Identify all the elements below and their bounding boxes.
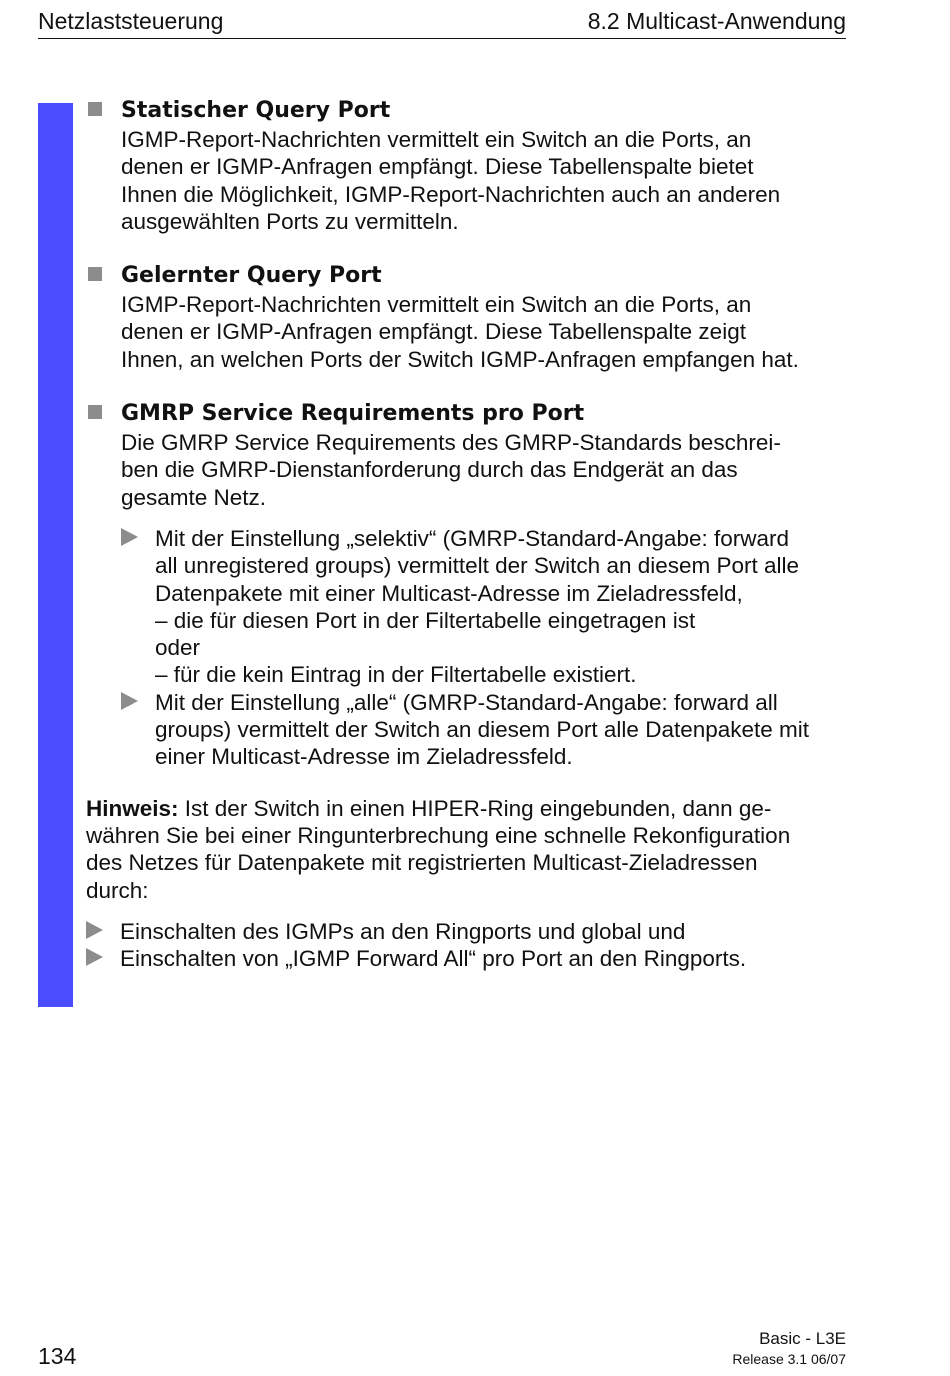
text-line: währen Sie bei einer Ringunterbrechung eine schnelle Rekonfiguration xyxy=(86,822,791,848)
text-line: gesamte Netz. xyxy=(121,484,267,510)
option-item-alle xyxy=(121,689,851,771)
text-line: durch: xyxy=(86,877,149,903)
option-item-selektiv xyxy=(121,525,851,689)
section-body xyxy=(121,126,851,235)
text-line: denen er IGMP-Anfragen empfängt. Diese Tabellenspalte bietet xyxy=(121,154,754,180)
note-label: Hinweis: xyxy=(86,795,179,821)
arrow-bullet-icon xyxy=(86,948,103,966)
text-line: ausgewählten Ports zu vermitteln. xyxy=(121,208,459,234)
text-line xyxy=(86,795,851,822)
arrow-bullet-icon xyxy=(121,692,138,710)
square-bullet-icon xyxy=(88,102,102,116)
section-title: Statischer Query Port xyxy=(121,98,391,123)
text-line: ben die GMRP-Dienstanforderung durch das Endgerät an das xyxy=(121,457,738,483)
page-content xyxy=(86,96,851,972)
text-line: Die GMRP Service Requirements des GMRP-Standards beschrei- xyxy=(121,430,781,456)
page-number: 134 xyxy=(38,1343,77,1369)
margin-bar xyxy=(38,103,73,1007)
step-item xyxy=(86,945,851,972)
text-line: einer Multicast-Adresse im Zieladressfeld. xyxy=(155,744,573,770)
header-chapter: Netzlaststeuerung xyxy=(38,8,224,34)
header-section: 8.2 Multicast-Anwendung xyxy=(587,8,846,34)
text-line: des Netzes für Datenpakete mit registrierten Multicast-Zieladressen xyxy=(86,850,758,876)
text-line: Einschalten des IGMPs an den Ringports und global und xyxy=(120,918,686,944)
text-line: – die für diesen Port in der Filtertabelle eingetragen ist xyxy=(155,607,696,633)
step-item xyxy=(86,918,851,945)
footer-release-info xyxy=(732,1328,846,1368)
option-list xyxy=(121,525,851,771)
square-bullet-icon xyxy=(88,267,102,281)
section-body xyxy=(121,429,851,511)
text-line: IGMP-Report-Nachrichten vermittelt ein Switch an die Ports, an xyxy=(121,127,752,152)
text-line: Ihnen, an welchen Ports der Switch IGMP-Anfragen empfangen hat. xyxy=(121,346,799,372)
text-line: – für die kein Eintrag in der Filtertabelle existiert. xyxy=(155,662,637,688)
note-first-line: Ist der Switch in einen HIPER-Ring eingebunden, dann ge- xyxy=(178,795,772,821)
section-title: Gelernter Query Port xyxy=(121,263,382,289)
section-title: GMRP Service Requirements pro Port xyxy=(121,401,585,427)
text-line: all unregistered groups) vermittelt der Switch an diesem Port alle xyxy=(155,553,800,579)
footer-release: Release 3.1 06/07 xyxy=(732,1351,846,1367)
page-header xyxy=(38,6,846,39)
text-line: denen er IGMP-Anfragen empfängt. Diese Tabellenspalte zeigt xyxy=(121,319,746,345)
arrow-bullet-icon xyxy=(121,528,138,546)
section-learned-query-port xyxy=(86,261,851,373)
section-body xyxy=(121,291,851,373)
text-line: Mit der Einstellung „selektiv“ (GMRP-Standard-Angabe: forward xyxy=(155,525,789,551)
text-line: Ihnen die Möglichkeit, IGMP-Report-Nachrichten auch an anderen xyxy=(121,181,781,207)
text-line: oder xyxy=(155,635,201,661)
square-bullet-icon xyxy=(88,405,102,419)
text-line: groups) vermittelt der Switch an diesem Port alle Datenpakete mit xyxy=(155,717,810,743)
step-list xyxy=(86,918,851,973)
note-paragraph xyxy=(86,795,851,904)
footer-product: Basic - L3E xyxy=(759,1329,846,1348)
arrow-bullet-icon xyxy=(86,921,103,939)
text-line: IGMP-Report-Nachrichten vermittelt ein Switch an die Ports, an xyxy=(121,292,752,318)
section-static-query-port xyxy=(86,96,851,235)
text-line: Einschalten von „IGMP Forward All“ pro Port an den Ringports. xyxy=(120,946,747,972)
text-line: Mit der Einstellung „alle“ (GMRP-Standard-Angabe: forward all xyxy=(155,689,778,715)
section-gmrp-service-requirements xyxy=(86,399,851,771)
text-line: Datenpakete mit einer Multicast-Adresse im Zieladressfeld, xyxy=(155,580,743,606)
